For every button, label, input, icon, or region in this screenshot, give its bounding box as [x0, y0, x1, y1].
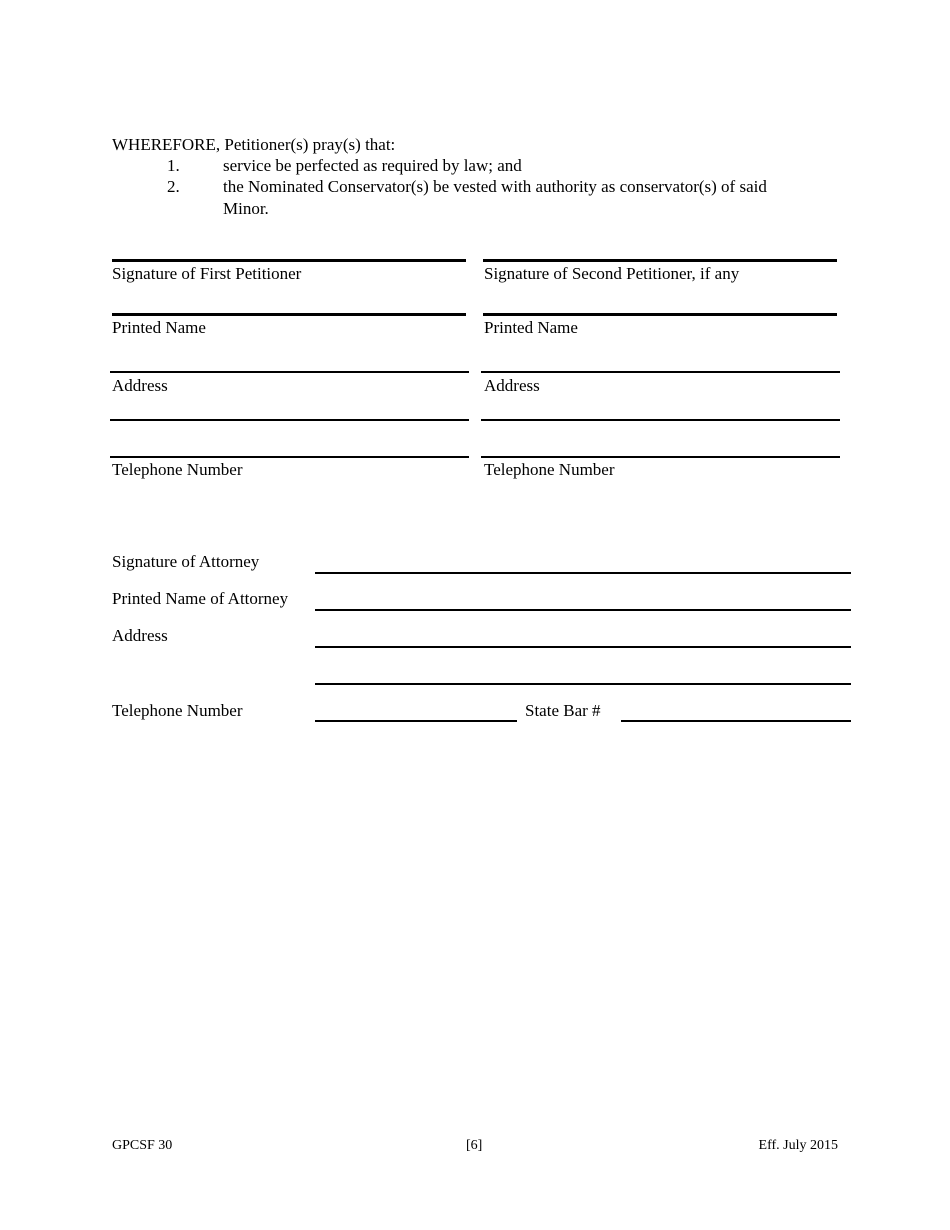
first-petitioner-signature-label: Signature of First Petitioner: [112, 264, 302, 283]
attorney-telephone-line[interactable]: [315, 720, 517, 722]
first-petitioner-address-line-1[interactable]: [110, 371, 469, 373]
second-petitioner-telephone-line[interactable]: [481, 456, 840, 458]
wherefore-intro: WHEREFORE, Petitioner(s) pray(s) that:: [112, 135, 396, 154]
first-petitioner-printed-name-label: Printed Name: [112, 318, 206, 337]
first-petitioner-address-line-2[interactable]: [110, 419, 469, 421]
list-item-text: the Nominated Conservator(s) be vested with authority as conservator(s) of said: [223, 177, 767, 196]
second-petitioner-printed-name-line[interactable]: [483, 313, 837, 316]
second-petitioner-signature-line[interactable]: [483, 259, 837, 262]
list-item-number: 2.: [167, 177, 180, 196]
second-petitioner-address-line-2[interactable]: [481, 419, 840, 421]
second-petitioner-address-line-1[interactable]: [481, 371, 840, 373]
first-petitioner-printed-name-line[interactable]: [112, 313, 466, 316]
list-item-number: 1.: [167, 156, 180, 175]
attorney-signature-label: Signature of Attorney: [112, 552, 260, 571]
second-petitioner-signature-label: Signature of Second Petitioner, if any: [484, 264, 740, 283]
list-item-text-continued: Minor.: [223, 199, 269, 218]
first-petitioner-signature-line[interactable]: [112, 259, 466, 262]
footer-page-number: [6]: [466, 1138, 483, 1153]
attorney-address-label: Address: [112, 626, 168, 645]
footer-effective-date: Eff. July 2015: [758, 1138, 838, 1153]
state-bar-number-line[interactable]: [621, 720, 851, 722]
attorney-address-line-2[interactable]: [315, 683, 851, 685]
attorney-signature-line[interactable]: [315, 572, 851, 574]
first-petitioner-telephone-label: Telephone Number: [112, 460, 243, 479]
second-petitioner-telephone-label: Telephone Number: [484, 460, 615, 479]
attorney-telephone-label: Telephone Number: [112, 701, 243, 720]
second-petitioner-address-label: Address: [484, 376, 540, 395]
first-petitioner-telephone-line[interactable]: [110, 456, 469, 458]
attorney-printed-name-label: Printed Name of Attorney: [112, 589, 289, 608]
footer-form-id: GPCSF 30: [112, 1138, 173, 1153]
list-item-text: service be perfected as required by law; and: [223, 156, 522, 175]
state-bar-label: State Bar #: [525, 701, 601, 720]
first-petitioner-address-label: Address: [112, 376, 168, 395]
attorney-printed-name-line[interactable]: [315, 609, 851, 611]
second-petitioner-printed-name-label: Printed Name: [484, 318, 578, 337]
attorney-address-line-1[interactable]: [315, 646, 851, 648]
